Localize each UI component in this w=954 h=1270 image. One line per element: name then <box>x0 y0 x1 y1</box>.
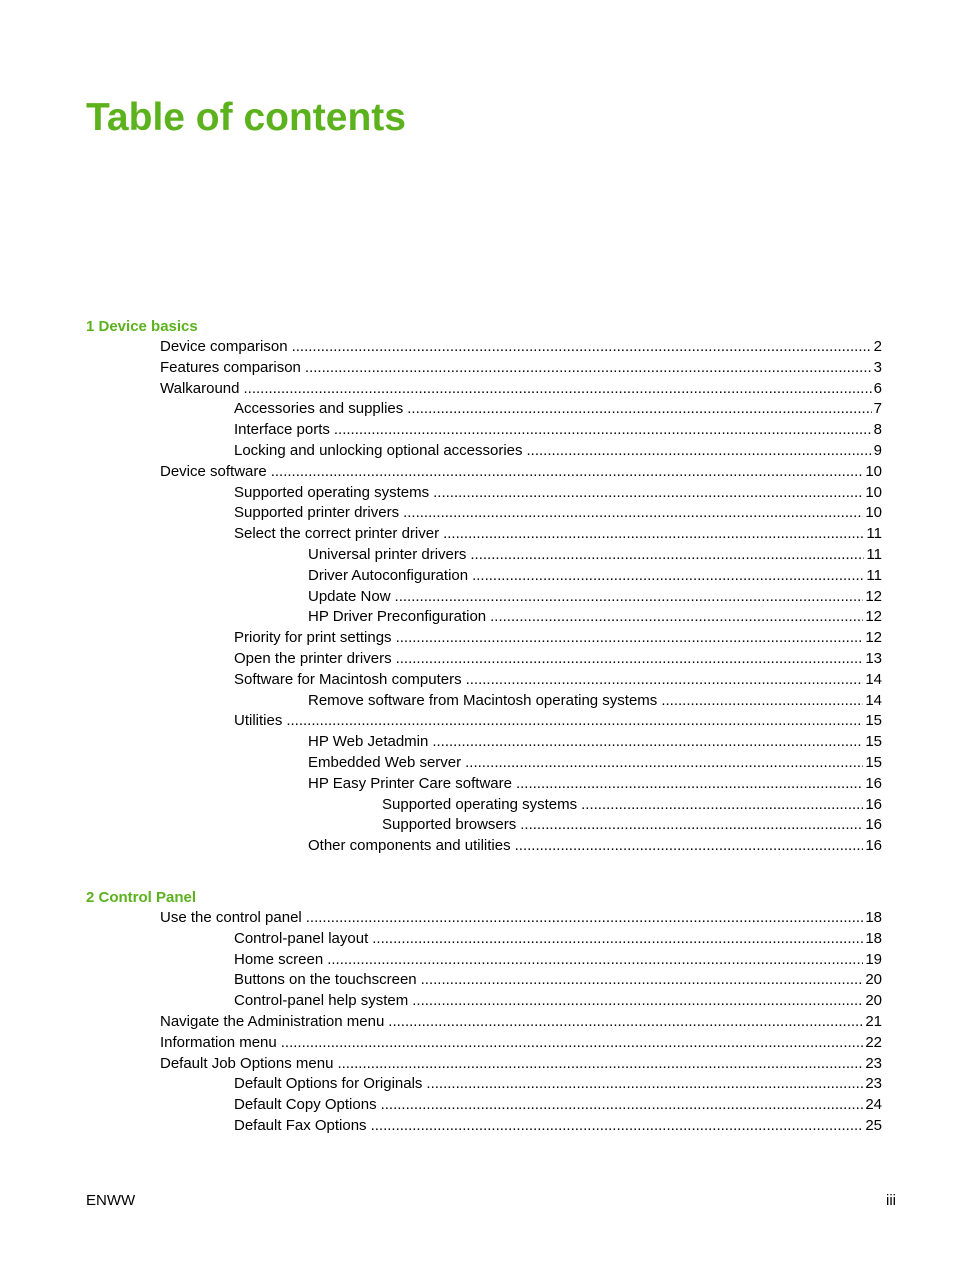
toc-entry-page: 15 <box>865 753 882 771</box>
toc-entry[interactable] <box>86 732 882 753</box>
toc-entry[interactable] <box>86 950 882 971</box>
toc-entry-page: 15 <box>865 733 882 751</box>
toc-entry-page: 2 <box>873 338 882 355</box>
dot-leader <box>292 337 872 358</box>
toc-entry[interactable] <box>86 524 882 545</box>
toc-entry-page: 11 <box>866 525 882 543</box>
toc-entry-title: Driver Autoconfiguration <box>308 566 469 584</box>
dot-leader <box>396 628 864 649</box>
toc-entry-page: 9 <box>873 441 882 459</box>
toc-entry[interactable] <box>86 587 882 608</box>
toc-entry-page: 19 <box>865 950 882 968</box>
toc-entry[interactable] <box>86 929 882 950</box>
toc-entry-title: Walkaround <box>160 379 240 397</box>
toc-entry-title: Home screen <box>234 950 324 968</box>
chapter-1 <box>86 316 882 857</box>
toc-entry-title: Locking and unlocking optional accessories <box>234 441 523 459</box>
toc-entry[interactable] <box>86 628 882 649</box>
toc-entry-page: 14 <box>865 691 882 709</box>
toc-entry[interactable] <box>86 1033 882 1054</box>
toc-entry-page: 12 <box>865 608 882 626</box>
toc-entry[interactable] <box>86 1012 882 1033</box>
dot-leader <box>306 908 864 929</box>
toc-entry-page: 6 <box>873 379 882 397</box>
toc-entry-title: Control-panel help system <box>234 992 409 1010</box>
toc-entry-page: 21 <box>865 1012 882 1030</box>
chapter-2 <box>86 887 882 1137</box>
dot-leader <box>516 774 863 795</box>
toc-entry[interactable] <box>86 420 882 441</box>
toc-entry[interactable] <box>86 483 882 504</box>
toc-entry[interactable] <box>86 1054 882 1075</box>
toc-entry-page: 11 <box>866 566 882 584</box>
dot-leader <box>327 950 863 971</box>
toc-entry-title: Remove software from Macintosh operating systems <box>308 691 658 709</box>
toc-entry-title: Navigate the Administration menu <box>160 1012 385 1030</box>
toc-entry[interactable] <box>86 815 882 836</box>
toc-entry-title: Default Job Options menu <box>160 1054 334 1072</box>
toc-entry[interactable] <box>86 774 882 795</box>
toc-entry-title: Utilities <box>234 712 283 730</box>
toc-entry-title: Default Copy Options <box>234 1096 377 1114</box>
toc-entry[interactable] <box>86 399 882 420</box>
dot-leader <box>466 670 864 691</box>
toc-entry-page: 18 <box>865 929 882 947</box>
toc-entry[interactable] <box>86 711 882 732</box>
toc-entry[interactable] <box>86 1116 882 1137</box>
toc-entry-page: 23 <box>865 1054 882 1072</box>
toc-entry-title: Information menu <box>160 1033 277 1051</box>
toc-entry-title: Default Options for Originals <box>234 1075 423 1093</box>
toc-entry-title: Device software <box>160 462 267 480</box>
toc-entry-title: Other components and utilities <box>308 837 511 855</box>
toc-entry-page: 10 <box>865 462 882 480</box>
toc-entry[interactable] <box>86 607 882 628</box>
toc-entry-title: Supported operating systems <box>234 483 430 501</box>
toc-entry-page: 20 <box>865 971 882 989</box>
toc-entry[interactable] <box>86 462 882 483</box>
dot-leader <box>286 711 863 732</box>
dot-leader <box>381 1095 864 1116</box>
dot-leader <box>472 566 864 587</box>
page-number: iii <box>886 1192 896 1209</box>
toc-entry-title: HP Driver Preconfiguration <box>308 608 487 626</box>
dot-leader <box>403 503 863 524</box>
toc-entry-page: 24 <box>865 1096 882 1114</box>
toc-entry-page: 22 <box>865 1033 882 1051</box>
toc-entry-title: Priority for print settings <box>234 629 392 647</box>
toc-entry-page: 16 <box>865 837 882 855</box>
toc-entry-title: Software for Macintosh computers <box>234 670 462 688</box>
toc-entry[interactable] <box>86 991 882 1012</box>
dot-leader <box>372 929 863 950</box>
toc-entry[interactable] <box>86 503 882 524</box>
toc-entry[interactable] <box>86 649 882 670</box>
toc-entry-title: Select the correct printer driver <box>234 525 440 543</box>
toc-entry-page: 25 <box>865 1116 882 1134</box>
toc-entry-page: 18 <box>865 909 882 926</box>
toc-entry-title: Features comparison <box>160 358 301 376</box>
toc-entry-page: 13 <box>865 649 882 667</box>
chapter-entries <box>86 337 882 857</box>
dot-leader <box>421 970 864 991</box>
toc-entry[interactable] <box>86 566 882 587</box>
toc-entry-title: Supported browsers <box>382 816 517 834</box>
toc-entry-title: Buttons on the touchscreen <box>234 971 417 989</box>
dot-leader <box>337 1054 863 1075</box>
toc-entry-title: Embedded Web server <box>308 753 462 771</box>
toc-entry-page: 7 <box>873 400 882 418</box>
footer-label: ENWW <box>86 1192 136 1209</box>
dot-leader <box>388 1012 863 1033</box>
chapter-entries <box>86 908 882 1137</box>
dot-leader <box>490 607 863 628</box>
dot-leader <box>432 732 863 753</box>
toc-entry-page: 12 <box>865 587 882 605</box>
dot-leader <box>443 524 864 545</box>
toc-entry-page: 20 <box>865 992 882 1010</box>
toc-entry-page: 16 <box>865 816 882 834</box>
toc-entry-title: Device comparison <box>160 338 288 355</box>
dot-leader <box>661 691 863 712</box>
toc-entry[interactable] <box>86 670 882 691</box>
toc-entry-page: 3 <box>873 358 882 376</box>
toc-entry-title: Interface ports <box>234 421 330 439</box>
toc-entry-page: 10 <box>865 504 882 522</box>
dot-leader <box>305 358 872 379</box>
toc-entry-page: 15 <box>865 712 882 730</box>
toc-entry-title: Update Now <box>308 587 391 605</box>
toc-entry-page: 8 <box>873 421 882 439</box>
toc-entry[interactable] <box>86 1095 882 1116</box>
toc-entry-title: Default Fax Options <box>234 1116 367 1134</box>
dot-leader <box>515 836 864 857</box>
chapter-heading[interactable]: 2 Control Panel <box>86 889 197 906</box>
toc-entry[interactable] <box>86 836 882 857</box>
dot-leader <box>465 753 863 774</box>
dot-leader <box>412 991 863 1012</box>
toc-entry-title: HP Easy Printer Care software <box>308 774 512 792</box>
toc-entry[interactable] <box>86 691 882 712</box>
dot-leader <box>395 587 864 608</box>
toc-entry-title: HP Web Jetadmin <box>308 733 429 751</box>
toc-entry-title: Supported operating systems <box>382 795 578 813</box>
dot-leader <box>581 795 863 816</box>
dot-leader <box>407 399 871 420</box>
dot-leader <box>396 649 864 670</box>
dot-leader <box>433 483 863 504</box>
toc-entry[interactable] <box>86 1074 882 1095</box>
toc-entry-page: 11 <box>866 545 882 563</box>
toc-entry-page: 12 <box>865 629 882 647</box>
toc-entry-title: Supported printer drivers <box>234 504 400 522</box>
toc-entry-page: 10 <box>865 483 882 501</box>
toc-entry[interactable] <box>86 545 882 566</box>
toc-entry[interactable] <box>86 441 882 462</box>
dot-leader <box>470 545 864 566</box>
toc-entry-title: Control-panel layout <box>234 929 369 947</box>
dot-leader <box>334 420 872 441</box>
toc-entry-page: 23 <box>865 1075 882 1093</box>
toc-entry[interactable] <box>86 337 882 358</box>
dot-leader <box>520 815 863 836</box>
dot-leader <box>371 1116 864 1137</box>
toc-entry-title: Accessories and supplies <box>234 400 404 418</box>
dot-leader <box>271 462 864 483</box>
dot-leader <box>243 379 871 400</box>
toc-entry-title: Use the control panel <box>160 909 302 926</box>
page-title: Table of contents <box>86 96 406 139</box>
toc-entry[interactable] <box>86 379 882 400</box>
dot-leader <box>527 441 872 462</box>
toc-entry[interactable] <box>86 753 882 774</box>
toc-entry-title: Open the printer drivers <box>234 649 392 667</box>
dot-leader <box>281 1033 864 1054</box>
chapter-heading[interactable]: 1 Device basics <box>86 318 198 335</box>
toc-entry-page: 16 <box>865 774 882 792</box>
toc-entry[interactable] <box>86 908 882 929</box>
toc-entry-page: 16 <box>865 795 882 813</box>
toc-entry-title: Universal printer drivers <box>308 545 467 563</box>
toc-entry-page: 14 <box>865 670 882 688</box>
toc-entry[interactable] <box>86 970 882 991</box>
toc-entry[interactable] <box>86 358 882 379</box>
toc-entry[interactable] <box>86 795 882 816</box>
dot-leader <box>426 1074 863 1095</box>
